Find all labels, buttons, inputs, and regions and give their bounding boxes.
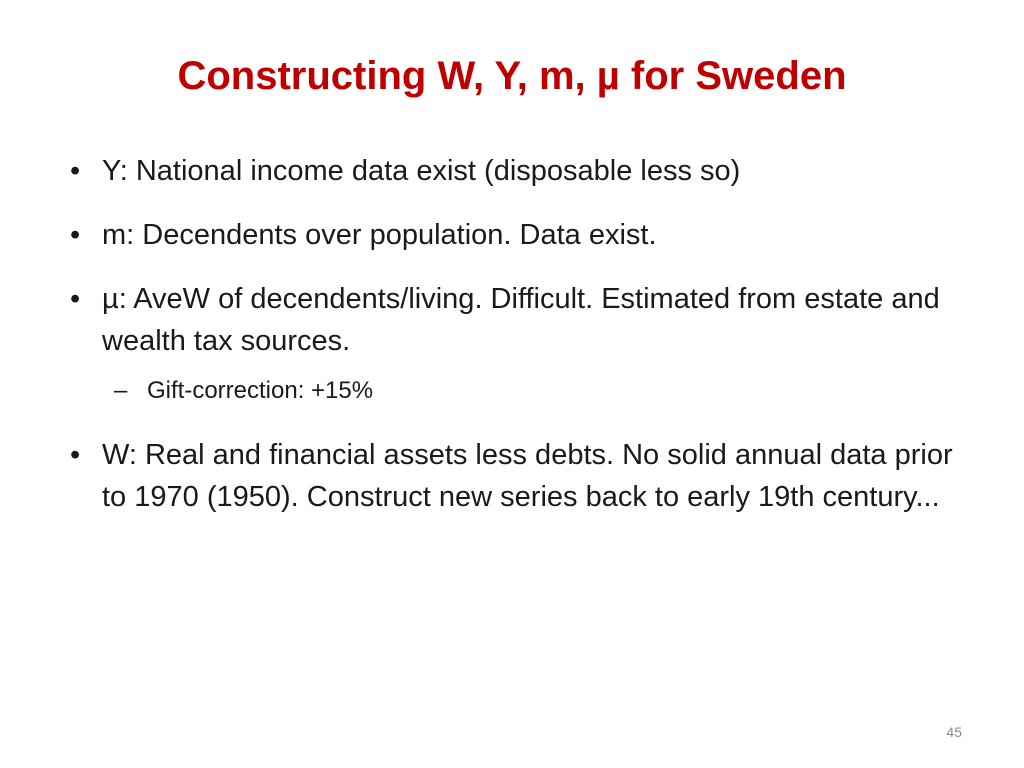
bullet-icon: • (70, 439, 81, 471)
dash-icon: – (114, 377, 128, 404)
bullet-item-m (70, 214, 970, 256)
bullet-text: Y: National income data exist (disposable less so) (102, 155, 741, 187)
sub-bullet-text: Gift-correction: +15% (147, 377, 374, 404)
sub-bullet-gift-correction (70, 374, 970, 408)
slide-number: 45 (946, 724, 962, 740)
bullet-text: µ: AveW of decendents/living. Difficult. Estimated from estate and wealth tax sources. (102, 283, 940, 357)
bullet-text: m: Decendents over population. Data exist. (102, 219, 657, 251)
bullet-icon: • (70, 283, 81, 315)
bullet-icon: • (70, 219, 81, 251)
slide-body (70, 150, 970, 540)
bullet-item-y (70, 150, 970, 192)
bullet-text: W: Real and financial assets less debts. No solid annual data prior to 1970 (1950). Construct new series back to early 19th century... (102, 439, 953, 513)
bullet-item-w (70, 434, 970, 518)
slide-title: Constructing W, Y, m, µ for Sweden (177, 54, 847, 98)
bullet-item-mu (70, 278, 970, 362)
bullet-icon: • (70, 155, 81, 187)
